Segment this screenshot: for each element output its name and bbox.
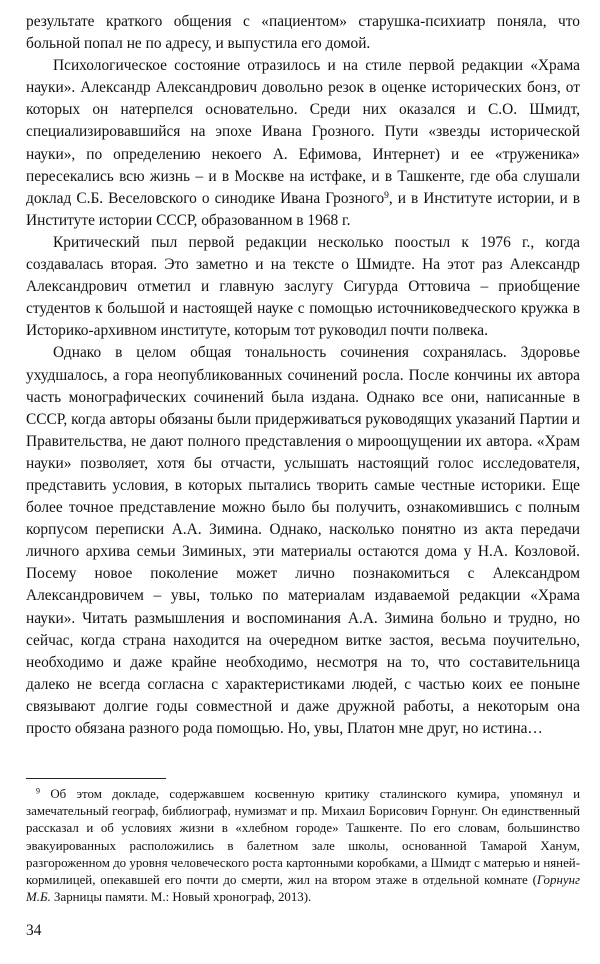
footnote-marker: 9	[36, 786, 40, 796]
footnote-divider	[26, 778, 166, 779]
paragraph-3: Критический пыл первой редакции несколько поостыл к 1976 г., когда создавалась вторая. Это заметно и на тексте о Шмидте. На этот раз Александр Александрович отметил и главную заслугу Сигурда Оттовича – приобщение студентов к большой и настоящей науке с помощью источниковедческого кружка в Историко-архивном институте, которым тот руководил почти полвека.	[26, 233, 580, 340]
paragraph-2	[26, 55, 580, 232]
paragraph-4: Однако в целом общая тональность сочинения сохранялась. Здоровье ухудшалось, а гора неопубликованных сочинений росла. После кончины их автора часть монографических сочинений была издана. Однако все они, написанные в СССР, когда авторы обязаны были придерживаться руководящих указаний Партии и Правительства, не дают полного представления о мироощущении их автора. «Храм науки» позволяет, хотя бы отчасти, услышать настоящий голос исследователя, представить условия, в которых пытались творить самые честные историки. Еще более точное представление можно было бы получить, ознакомившись с полным корпусом переписки А.А. Зимина. Однако, насколько понятно из акта передачи личного архива семьи Зиминых, эти материалы остаются дома у Н.А. Козловой. Посему новое поколение может лично познакомиться с Александром Александровичем – увы, только по материалам издаваемой редакции «Храма науки». Читать размышления и воспоминания А.А. Зимина больно и трудно, но сейчас, когда страна находится на очередном витке застоя, весьма поучительно, необходимо и даже крайне необходимо, несмотря на то, что составительница далеко не всегда согласна с характеристиками людей, с частью коих ее поныне связывают долгие годы совместной и даже дружной работы, а некоторым она просто обязана разного рода помощью. Но, увы, Платон мне друг, но истина…	[26, 344, 580, 737]
footnote	[26, 786, 580, 906]
footnote-author: Горнунг М.Б.	[26, 873, 580, 905]
main-text	[26, 11, 580, 740]
footnote-9	[26, 786, 580, 906]
page-number: 34	[26, 922, 42, 939]
paragraph-2-part-b: , и в Институте истории, и в Институте истории СССР, образованном в 1968 г.	[26, 189, 580, 229]
footnote-reference: 9	[384, 189, 389, 201]
footnote-text-b: Зарницы памяти. М.: Новый хронограф, 2013).	[50, 890, 312, 905]
paragraph-1: результате краткого общения с «пациентом» старушка-психиатр поняла, что больной попал не по адресу, и выпустила его домой.	[26, 13, 580, 53]
paragraph-2-part-a: Психологическое состояние отразилось и на стиле первой редакции «Храма науки». Александр Александрович довольно резок в оценке исторических бонз, от которых он натерпелся основательно. Среди них оказался и С.О. Шмидт, специализировавшийся на эпохе Ивана Грозного. Пути «звезды исторической науки», по определению некоего А. Ефимова, Интернет) и ее «труженика» пересекались всю жизнь – и в Москве на истфаке, и в Ташкенте, где оба слушали доклад С.Б. Веселовского о синодике Ивана Грозного	[26, 57, 580, 207]
footnote-text-a: Об этом докладе, содержавшем косвенную критику сталинского кумира, упомянул и замечательный географ, библиограф, нумизмат и пр. Михаил Борисович Горнунг. Он единственный рассказал и об условиях жизни в «хлебном городе» Ташкенте. По его словам, большинство эвакуированных расположились в балетном зале школы, основанной Тамарой Ханум, разгороженном до уровня человеческого роста картонными коробками, а Шмидт с матерью и няней-кормилицей, опекавшей его почти до смерти, жил на втором этаже в отдельной комнате (	[26, 787, 580, 888]
